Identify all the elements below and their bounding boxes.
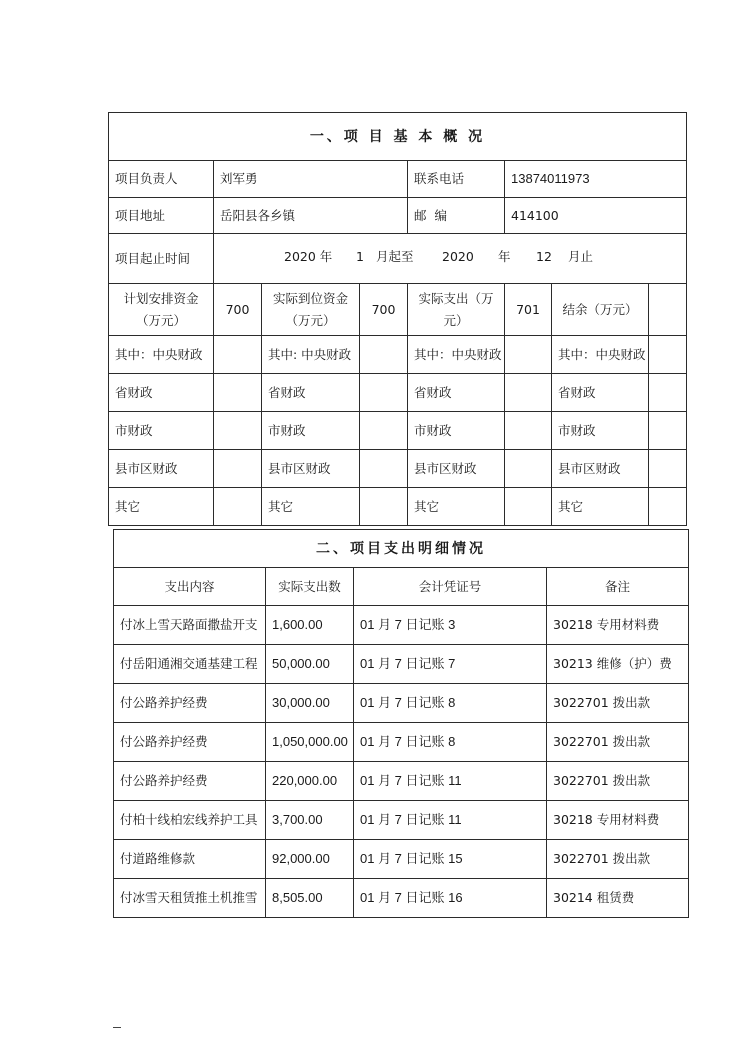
header-amount: 实际支出数 xyxy=(266,568,354,606)
expense-amount: 30,000.00 xyxy=(266,684,354,723)
table-row xyxy=(114,879,689,918)
table-row xyxy=(114,723,689,762)
source-cell xyxy=(649,336,687,374)
expense-amount: 92,000.00 xyxy=(266,840,354,879)
header-note: 备注 xyxy=(547,568,689,606)
source-cell xyxy=(214,336,262,374)
source-county-label: 县市区财政 xyxy=(552,450,649,488)
source-province-label: 省财政 xyxy=(408,374,505,412)
source-cell xyxy=(649,450,687,488)
expense-amount: 3,700.00 xyxy=(266,801,354,840)
header-voucher: 会计凭证号 xyxy=(354,568,547,606)
source-city-label: 市财政 xyxy=(109,412,214,450)
expense-voucher: 01 月 7 日记账 7 xyxy=(354,645,547,684)
source-province-label: 省财政 xyxy=(262,374,360,412)
expense-note: 3022701 拨出款 xyxy=(547,840,689,879)
postcode-value: 414100 xyxy=(505,198,687,234)
balance-label: 结余（万元） xyxy=(552,284,649,336)
period-end-year-suffix: 年 xyxy=(498,248,511,264)
source-province-label: 省财政 xyxy=(109,374,214,412)
source-other-label: 其它 xyxy=(408,488,505,526)
expense-amount: 1,600.00 xyxy=(266,606,354,645)
section2-title: 二、项目支出明细情况 xyxy=(114,530,689,568)
expense-voucher: 01 月 7 日记账 11 xyxy=(354,762,547,801)
header-content: 支出内容 xyxy=(114,568,266,606)
source-county-label: 县市区财政 xyxy=(408,450,505,488)
expense-amount: 1,050,000.00 xyxy=(266,723,354,762)
source-central-label: 其中：中央财政 xyxy=(408,336,505,374)
phone-value: 13874011973 xyxy=(505,161,687,198)
period-end-month: 12 xyxy=(536,248,552,264)
expense-content: 付冰上雪天路面撒盐开支 xyxy=(114,606,266,645)
section1-title: 一、项 目 基 本 概 况 xyxy=(109,113,687,161)
expense-content: 付道路维修款 xyxy=(114,840,266,879)
expense-note: 3022701 拨出款 xyxy=(547,762,689,801)
source-cell xyxy=(505,412,552,450)
leader-label: 项目负责人 xyxy=(109,161,214,198)
source-cell xyxy=(649,374,687,412)
expense-note: 30213 维修（护）费 xyxy=(547,645,689,684)
received-funds-label: 实际到位资金（万元） xyxy=(262,284,360,336)
expense-note: 3022701 拨出款 xyxy=(547,723,689,762)
balance-value xyxy=(649,284,687,336)
source-city-label: 市财政 xyxy=(408,412,505,450)
source-central-label: 其中: 中央财政 xyxy=(262,336,360,374)
table-row xyxy=(114,684,689,723)
source-central-label: 其中：中央财政 xyxy=(552,336,649,374)
expense-content: 付岳阳通湘交通基建工程 xyxy=(114,645,266,684)
expense-amount: 8,505.00 xyxy=(266,879,354,918)
expense-voucher: 01 月 7 日记账 8 xyxy=(354,723,547,762)
period-end-year: 2020 xyxy=(442,248,474,264)
period-start-month: 1 xyxy=(356,248,364,264)
expense-voucher: 01 月 7 日记账 15 xyxy=(354,840,547,879)
table-row xyxy=(114,801,689,840)
source-cell xyxy=(505,488,552,526)
source-cell xyxy=(214,412,262,450)
leader-value: 刘军勇 xyxy=(214,161,408,198)
expense-voucher: 01 月 7 日记账 3 xyxy=(354,606,547,645)
postcode-label: 邮 编 xyxy=(408,198,505,234)
source-cell xyxy=(360,412,408,450)
address-label: 项目地址 xyxy=(109,198,214,234)
source-county-label: 县市区财政 xyxy=(262,450,360,488)
source-cell xyxy=(649,488,687,526)
source-cell xyxy=(505,374,552,412)
period-start-year: 2020 年 xyxy=(284,248,333,264)
expense-voucher: 01 月 7 日记账 11 xyxy=(354,801,547,840)
source-cell xyxy=(214,374,262,412)
expense-note: 3022701 拨出款 xyxy=(547,684,689,723)
source-cell xyxy=(360,488,408,526)
period-end-suffix: 月止 xyxy=(568,248,594,264)
page-mark xyxy=(113,1027,121,1028)
source-cell xyxy=(360,374,408,412)
expense-voucher: 01 月 7 日记账 16 xyxy=(354,879,547,918)
address-value: 岳阳县各乡镇 xyxy=(214,198,408,234)
source-cell xyxy=(214,488,262,526)
source-central-label: 其中：中央财政 xyxy=(109,336,214,374)
source-other-label: 其它 xyxy=(262,488,360,526)
table-row xyxy=(114,606,689,645)
period-label: 项目起止时间 xyxy=(109,234,214,284)
phone-label: 联系电话 xyxy=(408,161,505,198)
source-other-label: 其它 xyxy=(552,488,649,526)
source-other-label: 其它 xyxy=(109,488,214,526)
period-value xyxy=(214,234,687,284)
expense-amount: 50,000.00 xyxy=(266,645,354,684)
source-county-label: 县市区财政 xyxy=(109,450,214,488)
expense-note: 30214 租赁费 xyxy=(547,879,689,918)
expense-amount: 220,000.00 xyxy=(266,762,354,801)
table-row xyxy=(114,762,689,801)
source-cell xyxy=(505,450,552,488)
source-cell xyxy=(649,412,687,450)
received-funds-value: 700 xyxy=(360,284,408,336)
source-city-label: 市财政 xyxy=(552,412,649,450)
source-city-label: 市财政 xyxy=(262,412,360,450)
expense-content: 付公路养护经费 xyxy=(114,684,266,723)
spent-funds-label: 实际支出（万元） xyxy=(408,284,505,336)
expense-voucher: 01 月 7 日记账 8 xyxy=(354,684,547,723)
source-cell xyxy=(505,336,552,374)
period-start-suffix: 月起至 xyxy=(376,248,414,264)
expense-note: 30218 专用材料费 xyxy=(547,801,689,840)
table-row xyxy=(114,645,689,684)
table-row xyxy=(114,840,689,879)
planned-funds-label: 计划安排资金（万元） xyxy=(109,284,214,336)
expense-content: 付公路养护经费 xyxy=(114,723,266,762)
expense-note: 30218 专用材料费 xyxy=(547,606,689,645)
expense-content: 付柏十线柏宏线养护工具 xyxy=(114,801,266,840)
source-cell xyxy=(360,336,408,374)
expense-detail-table xyxy=(113,529,689,918)
project-overview-table xyxy=(108,112,687,526)
spent-funds-value: 701 xyxy=(505,284,552,336)
source-cell xyxy=(360,450,408,488)
source-province-label: 省财政 xyxy=(552,374,649,412)
source-cell xyxy=(214,450,262,488)
expense-content: 付公路养护经费 xyxy=(114,762,266,801)
expense-content: 付冰雪天租赁推土机推雪 xyxy=(114,879,266,918)
planned-funds-value: 700 xyxy=(214,284,262,336)
